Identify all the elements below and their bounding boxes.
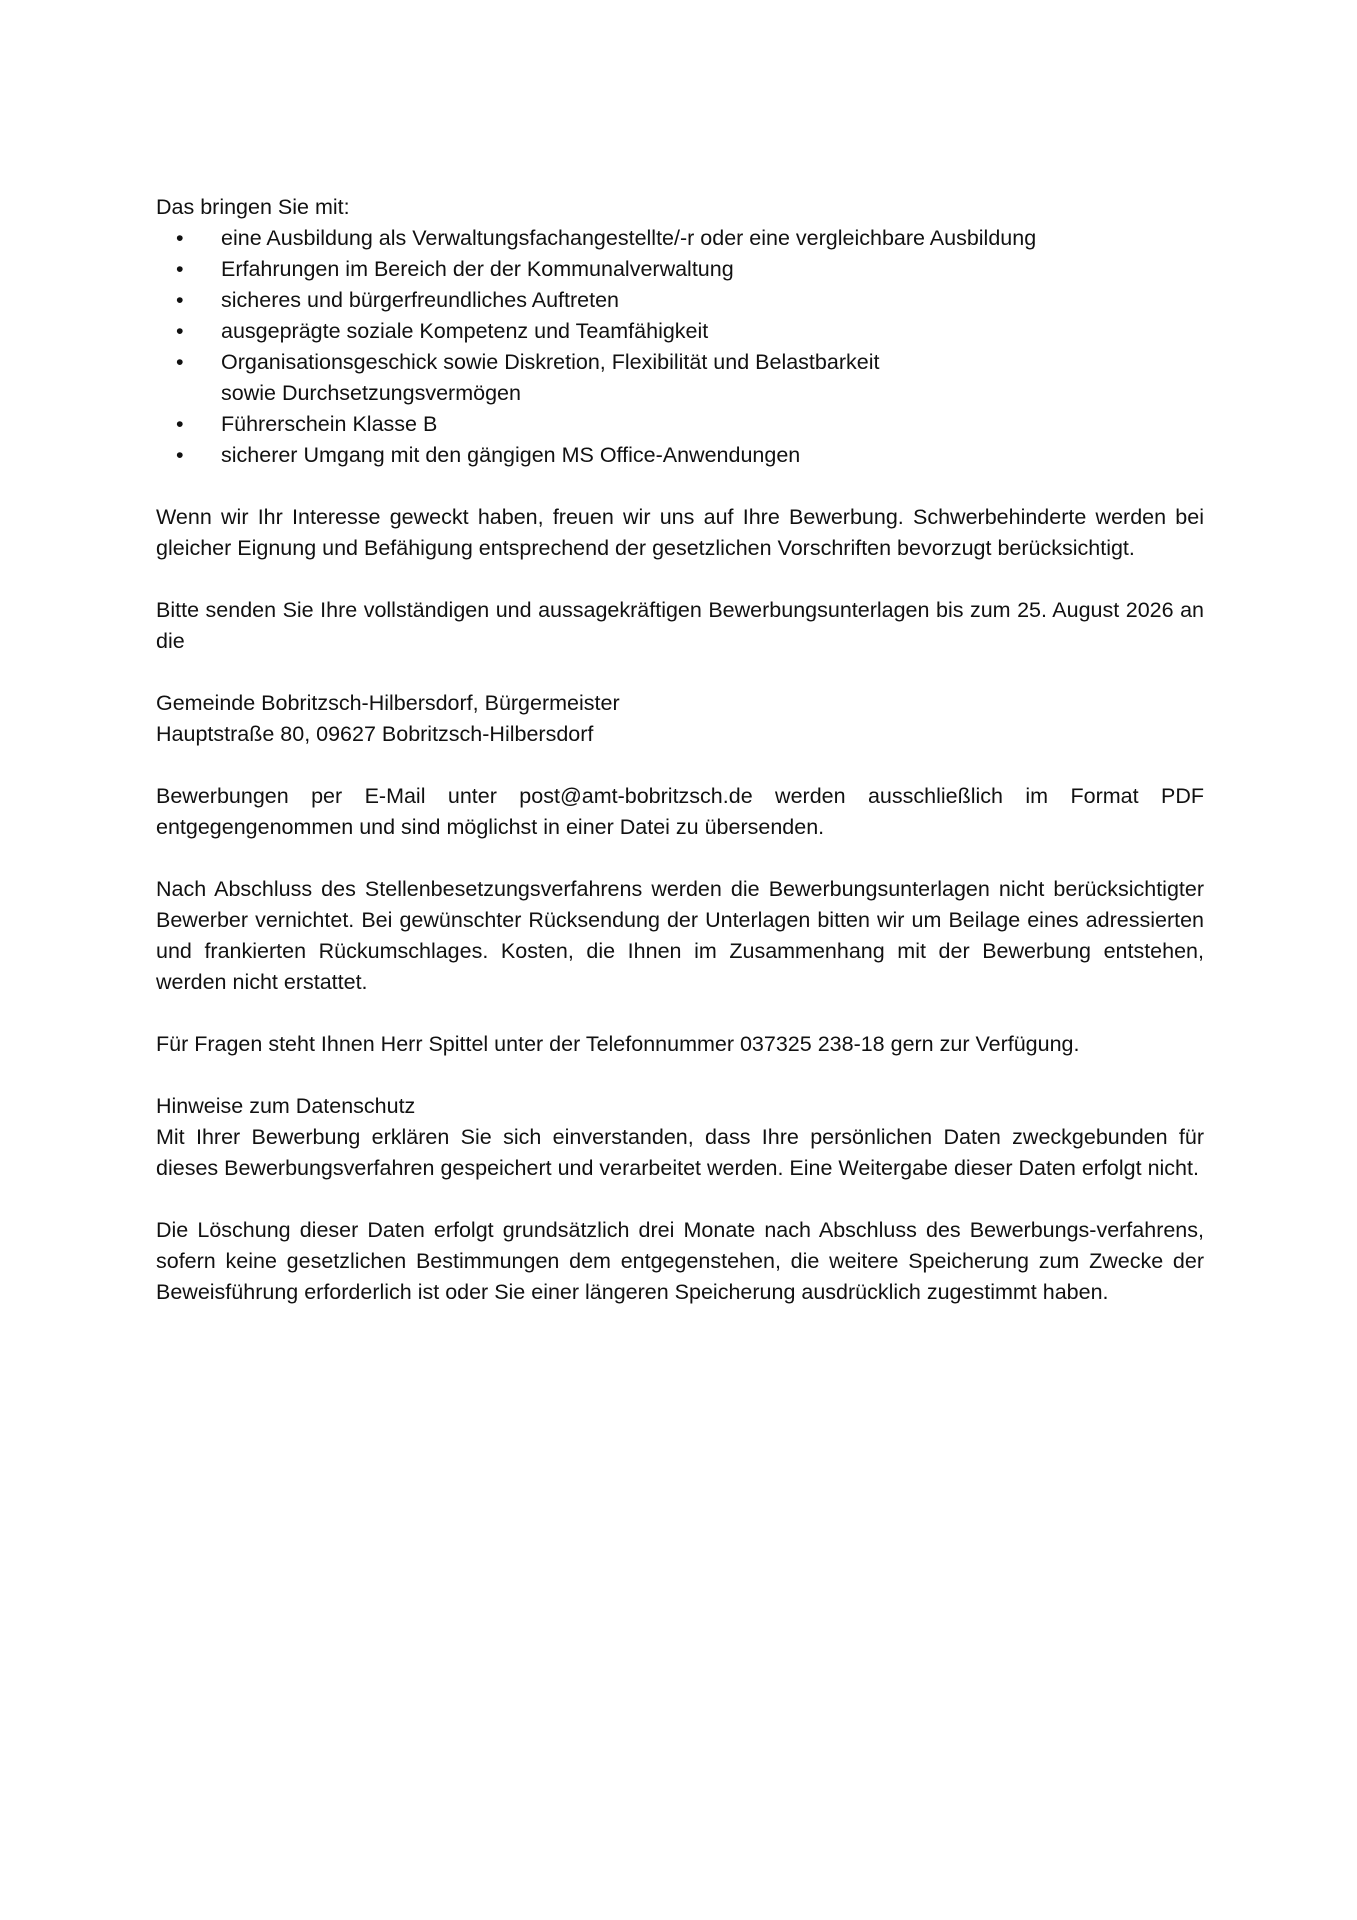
- list-item-text: Erfahrungen im Bereich der der Kommunalverwaltung: [221, 257, 734, 281]
- privacy-paragraph: Mit Ihrer Bewerbung erklären Sie sich einverstanden, dass Ihre persönlichen Daten zweckgebunden für dieses Bewerbungsverfahren gespeichert und verarbeitet werden. Eine Weitergabe dieser Daten erfolgt nicht.: [156, 1125, 1204, 1180]
- email-paragraph: Bewerbungen per E-Mail unter post@amt-bobritzsch.de werden ausschließlich im Format PDF entgegengenommen und sind möglichst in einer Datei zu übersenden.: [156, 784, 1204, 839]
- list-item: [156, 409, 1204, 440]
- list-item-text: Organisationsgeschick sowie Diskretion, Flexibilität und Belastbarkeit sowie Durchsetzungsvermögen: [221, 350, 880, 405]
- list-item: [156, 223, 1204, 254]
- deletion-paragraph: Die Löschung dieser Daten erfolgt grundsätzlich drei Monate nach Abschluss des Bewerbungs-verfahrens, sofern keine gesetzlichen Bestimmungen dem entgegenstehen, die weitere Speicherung zum Zwecke der Beweisführung erforderlich ist oder Sie einer längeren Speicherung ausdrücklich zugestimmt haben.: [156, 1218, 1204, 1304]
- list-item: [156, 254, 1204, 285]
- requirements-list: [156, 223, 1204, 471]
- list-item-text: ausgeprägte soziale Kompetenz und Teamfähigkeit: [221, 319, 709, 343]
- address-line-2: Hauptstraße 80, 09627 Bobritzsch-Hilbersdorf: [156, 722, 594, 746]
- list-item-text: eine Ausbildung als Verwaltungsfachangestellte/-r oder eine vergleichbare Ausbildung: [221, 226, 1037, 250]
- document-page: [156, 192, 1204, 1339]
- privacy-section: [156, 1091, 1204, 1184]
- procedure-paragraph: Nach Abschluss des Stellenbesetzungsverfahrens werden die Bewerbungsunterlagen nicht berücksichtigter Bewerber vernichtet. Bei gewünschter Rücksendung der Unterlagen bitten wir um Beilage eines adressierten und frankierten Rückumschlages. Kosten, die Ihnen im Zusammenhang mit der Bewerbung entstehen, werden nicht erstattet.: [156, 877, 1204, 994]
- address-line-1: Gemeinde Bobritzsch-Hilbersdorf, Bürgermeister: [156, 691, 620, 715]
- bullet-icon: •: [176, 319, 184, 343]
- bullet-icon: •: [176, 257, 184, 281]
- bullet-icon: •: [176, 443, 184, 467]
- list-item-text: sicheres und bürgerfreundliches Auftreten: [221, 288, 619, 312]
- privacy-heading: Hinweise zum Datenschutz: [156, 1094, 416, 1118]
- list-item: [156, 316, 1204, 347]
- list-item: [156, 440, 1204, 471]
- bullet-icon: •: [176, 226, 184, 250]
- list-item: [156, 347, 1204, 409]
- bullet-icon: •: [176, 412, 184, 436]
- requirements-heading: Das bringen Sie mit:: [156, 195, 350, 219]
- contact-paragraph: Für Fragen steht Ihnen Herr Spittel unter der Telefonnummer 037325 238-18 gern zur Verfügung.: [156, 1032, 1080, 1056]
- bullet-icon: •: [176, 350, 184, 374]
- list-item: [156, 285, 1204, 316]
- bullet-icon: •: [176, 288, 184, 312]
- recipient-address: [156, 688, 1204, 750]
- requirements-section: [156, 192, 1204, 471]
- list-item-text: sicherer Umgang mit den gängigen MS Office-Anwendungen: [221, 443, 801, 467]
- deadline-paragraph: Bitte senden Sie Ihre vollständigen und aussagekräftigen Bewerbungsunterlagen bis zum 25. August 2026 an die: [156, 598, 1204, 653]
- interest-paragraph: Wenn wir Ihr Interesse geweckt haben, freuen wir uns auf Ihre Bewerbung. Schwerbehinderte werden bei gleicher Eignung und Befähigung entsprechend der gesetzlichen Vorschriften bevorzugt berücksichtigt.: [156, 505, 1204, 560]
- list-item-text: Führerschein Klasse B: [221, 412, 438, 436]
